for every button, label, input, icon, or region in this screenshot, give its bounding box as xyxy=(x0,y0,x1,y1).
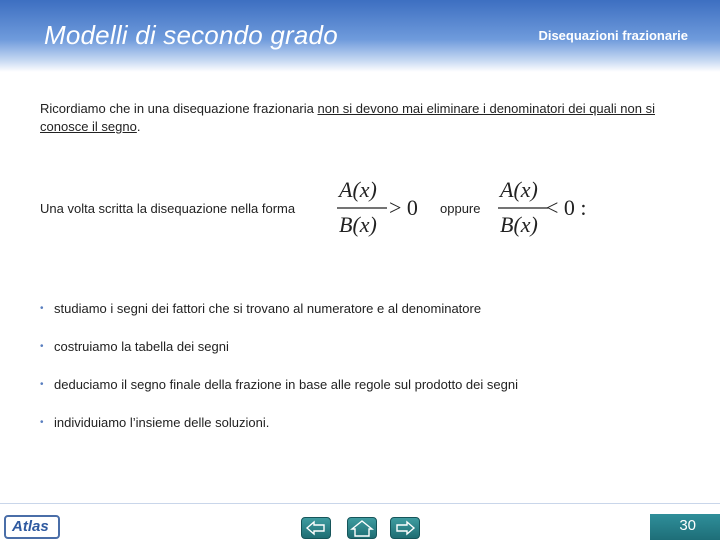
fraction-less xyxy=(496,172,606,247)
fraction2-numerator: A(x) xyxy=(500,177,538,202)
fraction2-denominator: B(x) xyxy=(500,212,538,237)
list-item-text: studiamo i segni dei fattori che si trovano al numeratore e al denominatore xyxy=(54,301,482,316)
inequality-less: < 0 : xyxy=(546,195,587,220)
steps-list xyxy=(40,300,518,452)
intro-underlined-text: non si devono mai eliminare i denominatori dei quali non si conosce il segno xyxy=(40,101,655,134)
home-icon xyxy=(348,518,376,538)
fraction-greater xyxy=(335,172,430,247)
intro-paragraph xyxy=(40,100,690,136)
next-button[interactable] xyxy=(390,517,420,539)
atlas-logo xyxy=(4,515,60,539)
home-button[interactable] xyxy=(347,517,377,539)
header-banner xyxy=(0,0,720,72)
list-item xyxy=(40,376,518,414)
arrow-left-icon xyxy=(302,518,330,538)
list-item-text: individuiamo l’insieme delle soluzioni. xyxy=(54,415,270,430)
list-item xyxy=(40,338,518,376)
arrow-right-icon xyxy=(391,518,419,538)
bullet-icon: • xyxy=(40,417,44,428)
list-item xyxy=(40,414,518,452)
fraction1-numerator: A(x) xyxy=(339,177,377,202)
bullet-icon: • xyxy=(40,303,44,314)
fraction1-denominator: B(x) xyxy=(339,212,377,237)
page-number-badge xyxy=(650,514,720,540)
inequality-greater: > 0 xyxy=(389,195,418,220)
oppure-label: oppure xyxy=(440,201,481,216)
list-item-text: costruiamo la tabella dei segni xyxy=(54,339,229,354)
bullet-icon: • xyxy=(40,341,44,352)
intro-text: Ricordiamo che in una disequazione frazionaria xyxy=(40,101,318,116)
bullet-icon: • xyxy=(40,379,44,390)
page-number: 30 xyxy=(679,517,696,534)
section-subtitle: Disequazioni frazionarie xyxy=(538,28,688,43)
form-label: Una volta scritta la disequazione nella forma xyxy=(40,201,296,216)
page-title: Modelli di secondo grado xyxy=(44,20,338,50)
logo-text: Atlas xyxy=(12,518,49,535)
intro-period: . xyxy=(136,119,141,134)
list-item-text: deduciamo il segno finale della frazione in base alle regole sul prodotto dei segni xyxy=(54,377,518,392)
previous-button[interactable] xyxy=(301,517,331,539)
list-item xyxy=(40,300,518,338)
footer-divider xyxy=(0,503,720,504)
